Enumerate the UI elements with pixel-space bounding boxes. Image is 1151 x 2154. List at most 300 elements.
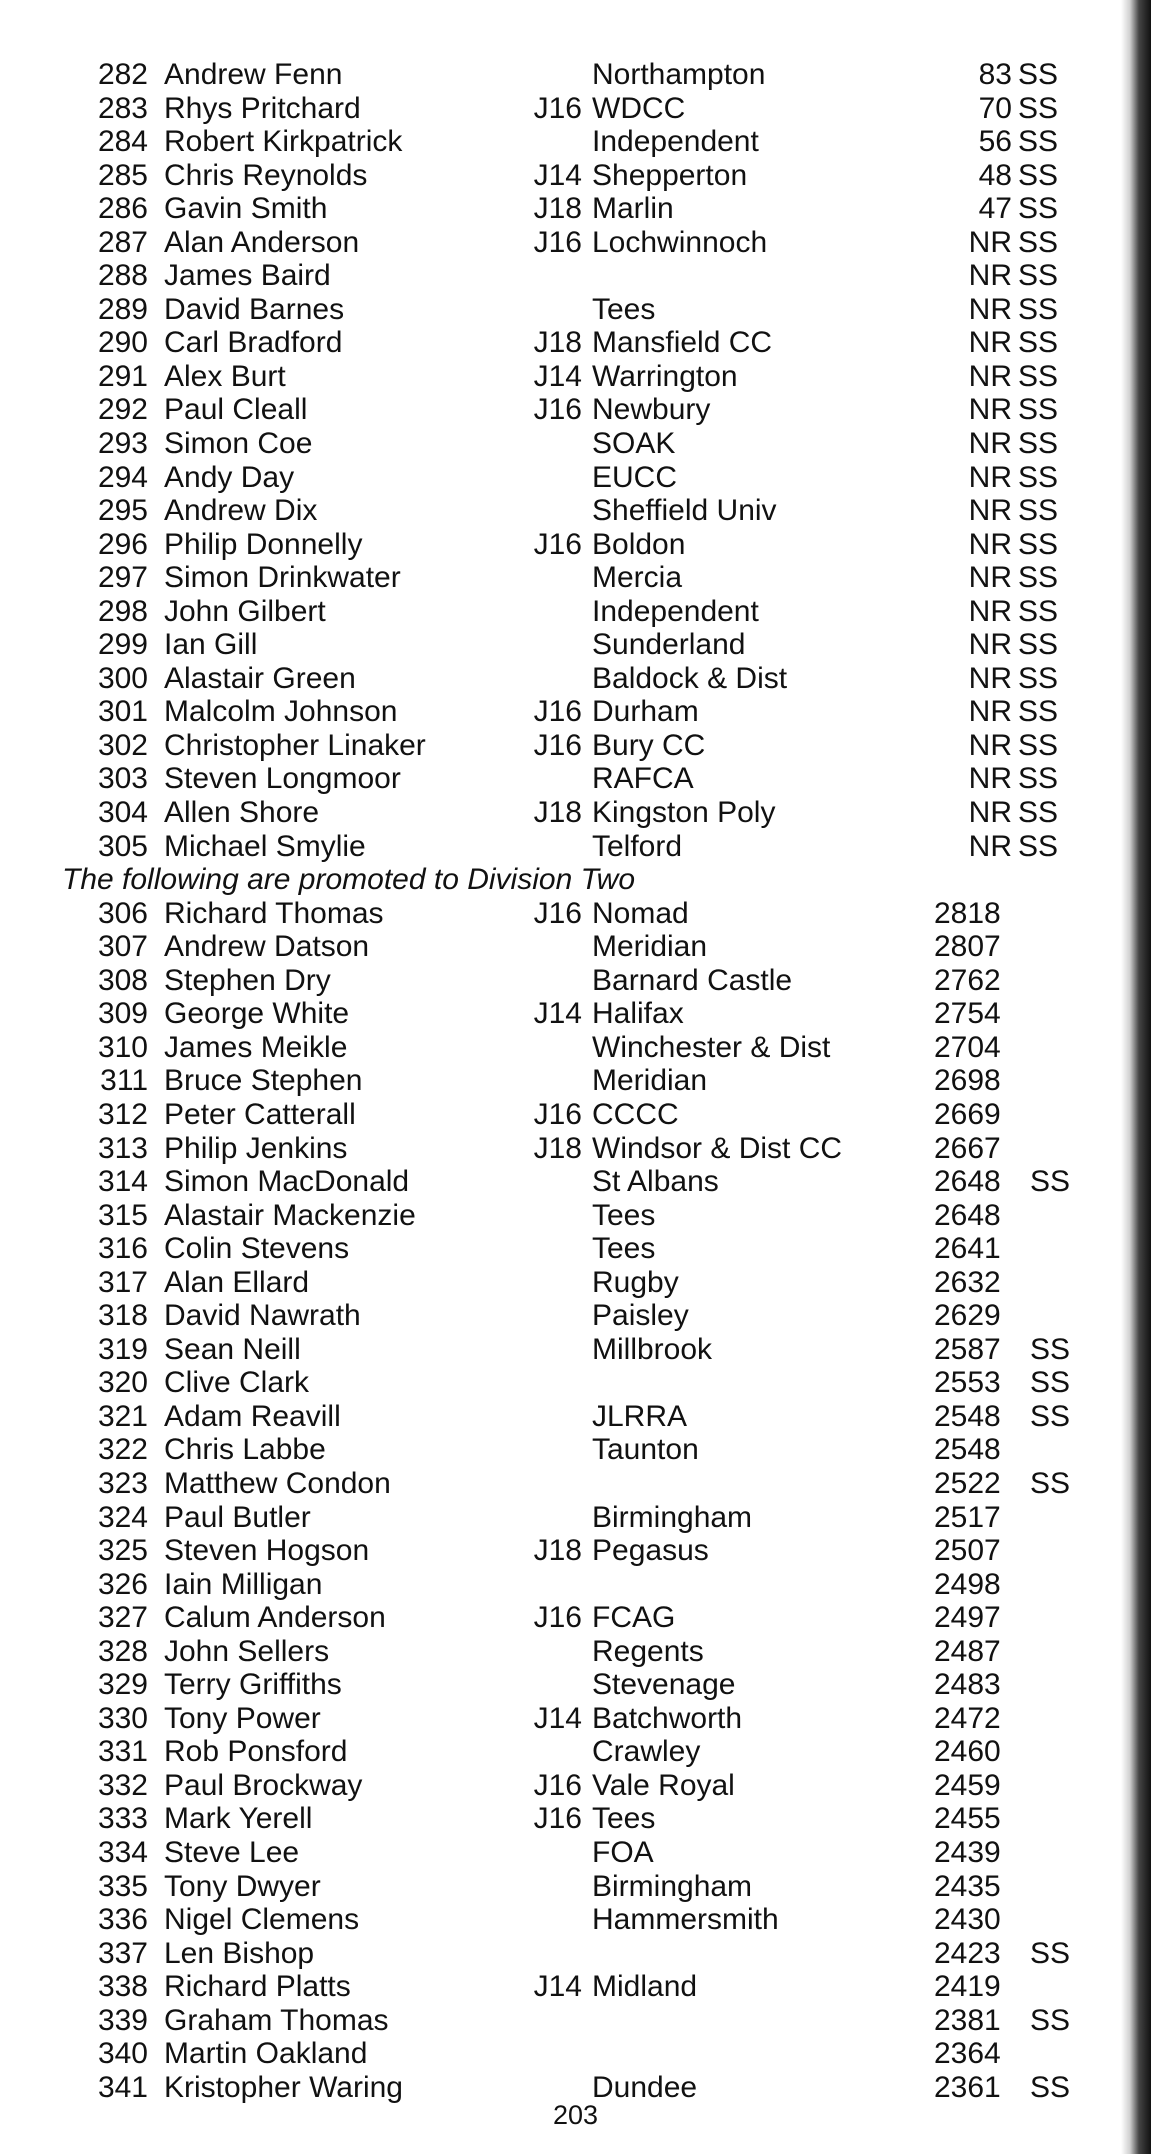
club-name: St Albans <box>592 1165 719 1199</box>
result-row <box>68 1199 1088 1233</box>
result-score: NR <box>968 695 1012 729</box>
result-row <box>68 1903 1088 1937</box>
competitor-name: Richard Platts <box>164 1970 351 2004</box>
result-position: 314 <box>97 1165 148 1199</box>
result-position: 283 <box>97 91 148 125</box>
result-score: 2455 <box>934 1802 1001 1836</box>
result-score: 2632 <box>934 1265 1001 1299</box>
result-status-code: SS <box>1018 661 1059 695</box>
competitor-name: Iain Milligan <box>164 1567 323 1601</box>
club-name: Rugby <box>592 1265 679 1299</box>
competitor-name: Mark Yerell <box>164 1802 313 1836</box>
section-heading: The following are promoted to Division Two <box>62 863 636 897</box>
competitor-name: Andrew Fenn <box>164 58 343 91</box>
result-row <box>68 1299 1088 1333</box>
result-position: 339 <box>97 2003 148 2037</box>
club-name: Sunderland <box>592 628 746 662</box>
result-status-code: SS <box>1018 192 1059 226</box>
result-position: 311 <box>100 1064 148 1098</box>
club-name: Baldock & Dist <box>592 661 788 695</box>
competitor-name: Alastair Mackenzie <box>164 1198 416 1232</box>
result-score: 2754 <box>934 997 1001 1031</box>
club-name: Durham <box>592 695 699 729</box>
result-row <box>68 561 1088 595</box>
result-position: 312 <box>97 1097 148 1131</box>
result-row <box>68 1433 1088 1467</box>
competitor-name: John Gilbert <box>164 594 326 628</box>
result-position: 338 <box>97 1970 148 2004</box>
result-score: NR <box>968 259 1012 293</box>
result-position: 323 <box>97 1466 148 1500</box>
result-score: 2517 <box>934 1500 1001 1534</box>
result-score: 2364 <box>934 2037 1001 2071</box>
competitor-name: Ian Gill <box>164 628 258 662</box>
club-name: Shepperton <box>592 158 748 192</box>
club-name: Northampton <box>592 58 766 91</box>
age-class: J16 <box>533 1601 582 1635</box>
competitor-name: Rob Ponsford <box>164 1735 348 1769</box>
competitor-name: Nigel Clemens <box>164 1903 360 1937</box>
competitor-name: Michael Smylie <box>164 829 366 863</box>
club-name: Windsor & Dist CC <box>592 1131 843 1165</box>
result-score: NR <box>968 762 1012 796</box>
result-row <box>68 2004 1088 2038</box>
competitor-name: Bruce Stephen <box>164 1064 363 1098</box>
result-score: NR <box>968 494 1012 528</box>
result-score: 2548 <box>934 1433 1001 1467</box>
competitor-name: Alan Anderson <box>164 225 360 259</box>
competitor-name: Andy Day <box>164 460 295 494</box>
competitor-name: James Baird <box>164 259 331 293</box>
result-row <box>68 125 1088 159</box>
result-status-code: SS <box>1018 326 1059 360</box>
age-class: J16 <box>533 91 582 125</box>
result-row <box>68 796 1088 830</box>
result-row <box>68 1668 1088 1702</box>
age-class: J18 <box>533 1131 582 1165</box>
result-score: 2507 <box>934 1534 1001 1568</box>
club-name: WDCC <box>592 91 686 125</box>
result-row <box>68 1735 1088 1769</box>
result-status-code: SS <box>1018 359 1059 393</box>
age-class: J14 <box>533 1970 582 2004</box>
result-row <box>68 293 1088 327</box>
result-position: 335 <box>97 1869 148 1903</box>
result-position: 329 <box>97 1668 148 1702</box>
result-score: 2669 <box>934 1097 1001 1131</box>
club-name: Independent <box>592 594 759 628</box>
club-name: Batchworth <box>592 1701 743 1735</box>
club-name: Telford <box>592 829 683 863</box>
result-status-code: SS <box>1018 594 1059 628</box>
result-row <box>68 1266 1088 1300</box>
competitor-name: Terry Griffiths <box>164 1668 342 1702</box>
result-row <box>68 1601 1088 1635</box>
result-status-code: SS <box>1018 125 1059 159</box>
competitor-name: Kristopher Waring <box>164 2070 403 2104</box>
results-list-promoted <box>68 897 1088 2105</box>
competitor-name: John Sellers <box>164 1634 330 1668</box>
result-row <box>68 762 1088 796</box>
club-name: Sheffield Univ <box>592 494 777 528</box>
result-status-code: SS <box>1018 292 1059 326</box>
competitor-name: Chris Reynolds <box>164 158 368 192</box>
age-class: J14 <box>533 359 582 393</box>
result-position: 328 <box>97 1634 148 1668</box>
result-status-code: SS <box>1018 561 1059 595</box>
competitor-name: Alex Burt <box>164 359 286 393</box>
competitor-name: Tony Power <box>164 1701 321 1735</box>
result-status-code: SS <box>1018 695 1059 729</box>
club-name: Vale Royal <box>592 1768 735 1802</box>
result-status-code: SS <box>1030 1366 1071 1400</box>
age-class: J14 <box>533 158 582 192</box>
result-status-code: SS <box>1018 259 1059 293</box>
result-row <box>68 393 1088 427</box>
age-class: J14 <box>533 997 582 1031</box>
result-row <box>68 662 1088 696</box>
competitor-name: Matthew Condon <box>164 1466 391 1500</box>
result-position: 292 <box>97 393 148 427</box>
result-score: 2704 <box>934 1030 1001 1064</box>
result-row <box>68 1098 1088 1132</box>
competitor-name: George White <box>164 997 350 1031</box>
competitor-name: Alan Ellard <box>164 1265 310 1299</box>
competitor-name: Carl Bradford <box>164 326 343 360</box>
result-row <box>68 159 1088 193</box>
club-name: RAFCA <box>592 762 694 796</box>
result-score: 2460 <box>934 1735 1001 1769</box>
result-status-code: SS <box>1018 829 1059 863</box>
result-score: NR <box>968 326 1012 360</box>
club-name: Hammersmith <box>592 1903 779 1937</box>
competitor-name: Simon Coe <box>164 427 313 461</box>
result-position: 319 <box>97 1332 148 1366</box>
result-row <box>68 528 1088 562</box>
competitor-name: Chris Labbe <box>164 1433 326 1467</box>
result-row <box>68 92 1088 126</box>
club-name: Mercia <box>592 561 683 595</box>
competitor-name: David Nawrath <box>164 1299 361 1333</box>
age-class: J16 <box>533 1097 582 1131</box>
result-score: 2487 <box>934 1634 1001 1668</box>
result-row <box>68 897 1088 931</box>
competitor-name: Martin Oakland <box>164 2037 368 2071</box>
result-row <box>68 58 1088 92</box>
competitor-name: Len Bishop <box>164 1936 315 1970</box>
competitor-name: Philip Donnelly <box>164 527 363 561</box>
result-score: NR <box>968 460 1012 494</box>
result-position: 294 <box>97 460 148 494</box>
competitor-name: Adam Reavill <box>164 1399 341 1433</box>
result-score: 2483 <box>934 1668 1001 1702</box>
result-row <box>68 1802 1088 1836</box>
club-name: Winchester & Dist <box>592 1030 831 1064</box>
result-position: 301 <box>97 695 148 729</box>
result-position: 308 <box>97 963 148 997</box>
club-name: Birmingham <box>592 1500 753 1534</box>
result-row <box>68 695 1088 729</box>
competitor-name: Alastair Green <box>164 661 356 695</box>
competitor-name: Robert Kirkpatrick <box>164 125 403 159</box>
result-row <box>68 326 1088 360</box>
age-class: J18 <box>533 192 582 226</box>
competitor-name: Calum Anderson <box>164 1601 386 1635</box>
result-score: 2423 <box>934 1936 1001 1970</box>
result-status-code: SS <box>1030 1165 1071 1199</box>
result-row <box>68 1702 1088 1736</box>
result-position: 287 <box>97 225 148 259</box>
result-row <box>68 1165 1088 1199</box>
result-score: 2498 <box>934 1567 1001 1601</box>
result-score: 2667 <box>934 1131 1001 1165</box>
club-name: Newbury <box>592 393 711 427</box>
result-score: 2587 <box>934 1332 1001 1366</box>
club-name: Stevenage <box>592 1668 736 1702</box>
result-score: 2459 <box>934 1768 1001 1802</box>
result-status-code: SS <box>1018 494 1059 528</box>
result-position: 299 <box>97 628 148 662</box>
result-score: 56 <box>978 125 1012 159</box>
result-position: 295 <box>97 494 148 528</box>
result-row <box>68 997 1088 1031</box>
result-row <box>68 1132 1088 1166</box>
club-name: Meridian <box>592 930 708 964</box>
club-name: Bury CC <box>592 728 706 762</box>
result-status-code: SS <box>1018 728 1059 762</box>
result-position: 327 <box>97 1601 148 1635</box>
result-status-code: SS <box>1018 527 1059 561</box>
result-row <box>68 1769 1088 1803</box>
club-name: Birmingham <box>592 1869 753 1903</box>
competitor-name: Simon Drinkwater <box>164 561 401 595</box>
result-status-code: SS <box>1030 2070 1071 2104</box>
result-position: 305 <box>97 829 148 863</box>
competitor-name: Clive Clark <box>164 1366 310 1400</box>
result-status-code: SS <box>1030 1332 1071 1366</box>
result-position: 297 <box>97 561 148 595</box>
club-name: Millbrook <box>592 1332 713 1366</box>
club-name: Marlin <box>592 192 674 226</box>
result-status-code: SS <box>1018 796 1059 830</box>
result-position: 298 <box>97 594 148 628</box>
result-score: NR <box>968 527 1012 561</box>
result-position: 306 <box>97 896 148 930</box>
result-score: 2430 <box>934 1903 1001 1937</box>
club-name: Warrington <box>592 359 738 393</box>
competitor-name: Rhys Pritchard <box>164 91 361 125</box>
age-class: J18 <box>533 326 582 360</box>
result-score: 2818 <box>934 896 1001 930</box>
result-position: 290 <box>97 326 148 360</box>
result-position: 325 <box>97 1534 148 1568</box>
result-score: 2648 <box>934 1198 1001 1232</box>
club-name: Kingston Poly <box>592 796 776 830</box>
page-edge-shadow <box>1121 0 1151 2154</box>
result-row <box>68 1064 1088 1098</box>
club-name: Lochwinnoch <box>592 225 768 259</box>
result-status-code: SS <box>1018 427 1059 461</box>
result-score: 2553 <box>934 1366 1001 1400</box>
result-status-code: SS <box>1030 1936 1071 1970</box>
page-number: 203 <box>552 2100 599 2130</box>
result-status-code: SS <box>1018 91 1059 125</box>
result-row <box>68 595 1088 629</box>
competitor-name: Sean Neill <box>164 1332 301 1366</box>
result-position: 284 <box>97 125 148 159</box>
result-score: NR <box>968 359 1012 393</box>
age-class: J16 <box>533 527 582 561</box>
competitor-name: Paul Butler <box>164 1500 311 1534</box>
result-position: 289 <box>97 292 148 326</box>
result-row <box>68 1870 1088 1904</box>
result-row <box>68 1232 1088 1266</box>
result-score: 48 <box>978 158 1012 192</box>
age-class: J16 <box>533 695 582 729</box>
age-class: J16 <box>533 1768 582 1802</box>
age-class: J16 <box>533 393 582 427</box>
result-score: NR <box>968 796 1012 830</box>
competitor-name: Peter Catterall <box>164 1097 356 1131</box>
club-name: Taunton <box>592 1433 699 1467</box>
result-row <box>68 427 1088 461</box>
result-row <box>68 259 1088 293</box>
age-class: J18 <box>533 1534 582 1568</box>
club-name: Barnard Castle <box>592 963 793 997</box>
result-row <box>68 1635 1088 1669</box>
result-row <box>68 2037 1088 2071</box>
result-position: 300 <box>97 661 148 695</box>
result-score: 2629 <box>934 1299 1001 1333</box>
result-row <box>68 494 1088 528</box>
result-score: 2472 <box>934 1701 1001 1735</box>
competitor-name: Philip Jenkins <box>164 1131 348 1165</box>
result-row <box>68 1534 1088 1568</box>
competitor-name: Christopher Linaker <box>164 728 426 762</box>
club-name: EUCC <box>592 460 678 494</box>
result-position: 288 <box>97 259 148 293</box>
result-row <box>68 964 1088 998</box>
result-position: 322 <box>97 1433 148 1467</box>
competitor-name: Steve Lee <box>164 1835 300 1869</box>
result-position: 320 <box>97 1366 148 1400</box>
competitor-name: Paul Brockway <box>164 1768 363 1802</box>
competitor-name: Paul Cleall <box>164 393 308 427</box>
result-score: 2641 <box>934 1232 1001 1266</box>
club-name: Pegasus <box>592 1534 709 1568</box>
club-name: Midland <box>592 1970 698 2004</box>
result-row <box>68 1400 1088 1434</box>
result-score: NR <box>968 561 1012 595</box>
result-row <box>68 1501 1088 1535</box>
competitor-name: Steven Longmoor <box>164 762 401 796</box>
result-row <box>68 226 1088 260</box>
competitor-name: Simon MacDonald <box>164 1165 410 1199</box>
age-class: J16 <box>533 1802 582 1836</box>
result-position: 317 <box>97 1265 148 1299</box>
result-score: 2762 <box>934 963 1001 997</box>
result-status-code: SS <box>1018 628 1059 662</box>
club-name: Paisley <box>592 1299 689 1333</box>
result-score: 2497 <box>934 1601 1001 1635</box>
club-name: Dundee <box>592 2070 698 2104</box>
result-position: 310 <box>97 1030 148 1064</box>
result-status-code: SS <box>1030 1466 1071 1500</box>
result-position: 340 <box>97 2037 148 2071</box>
result-status-code: SS <box>1018 58 1059 91</box>
result-score: 2381 <box>934 2003 1001 2037</box>
club-name: CCCC <box>592 1097 679 1131</box>
result-score: 2698 <box>934 1064 1001 1098</box>
age-class: J16 <box>533 896 582 930</box>
result-position: 331 <box>97 1735 148 1769</box>
result-status-code: SS <box>1018 762 1059 796</box>
result-position: 336 <box>97 1903 148 1937</box>
result-row <box>68 1568 1088 1602</box>
result-row <box>68 461 1088 495</box>
result-position: 316 <box>97 1232 148 1266</box>
result-score: NR <box>968 728 1012 762</box>
age-class: J14 <box>533 1701 582 1735</box>
result-score: 70 <box>978 91 1012 125</box>
result-row <box>68 1366 1088 1400</box>
club-name: Halifax <box>592 997 684 1031</box>
result-score: 2439 <box>934 1835 1001 1869</box>
result-position: 285 <box>97 158 148 192</box>
age-class: J18 <box>533 796 582 830</box>
competitor-name: Colin Stevens <box>164 1232 350 1266</box>
age-class: J16 <box>533 728 582 762</box>
result-score: 47 <box>978 192 1012 226</box>
result-score: 2419 <box>934 1970 1001 2004</box>
result-row <box>68 1333 1088 1367</box>
result-position: 286 <box>97 192 148 226</box>
result-row <box>68 830 1088 864</box>
result-row <box>68 360 1088 394</box>
result-score: NR <box>968 427 1012 461</box>
club-name: Tees <box>592 1232 656 1266</box>
result-position: 302 <box>97 728 148 762</box>
result-position: 313 <box>97 1131 148 1165</box>
competitor-name: Tony Dwyer <box>164 1869 321 1903</box>
result-row <box>68 192 1088 226</box>
age-class: J16 <box>533 225 582 259</box>
result-row <box>68 1970 1088 2004</box>
result-score: 2522 <box>934 1466 1001 1500</box>
club-name: FCAG <box>592 1601 676 1635</box>
competitor-name: Andrew Datson <box>164 930 370 964</box>
result-position: 321 <box>97 1399 148 1433</box>
result-row <box>68 1937 1088 1971</box>
result-position: 309 <box>97 997 148 1031</box>
club-name: SOAK <box>592 427 676 461</box>
result-position: 315 <box>97 1198 148 1232</box>
club-name: Meridian <box>592 1064 708 1098</box>
results-listing <box>62 58 1088 2104</box>
result-score: NR <box>968 393 1012 427</box>
competitor-name: Gavin Smith <box>164 192 328 226</box>
club-name: Mansfield CC <box>592 326 773 360</box>
club-name: Tees <box>592 292 656 326</box>
result-position: 330 <box>97 1701 148 1735</box>
result-row <box>68 930 1088 964</box>
result-position: 303 <box>97 762 148 796</box>
result-status-code: SS <box>1018 460 1059 494</box>
competitor-name: James Meikle <box>164 1030 348 1064</box>
club-name: Tees <box>592 1802 656 1836</box>
result-position: 333 <box>97 1802 148 1836</box>
result-score: 2435 <box>934 1869 1001 1903</box>
